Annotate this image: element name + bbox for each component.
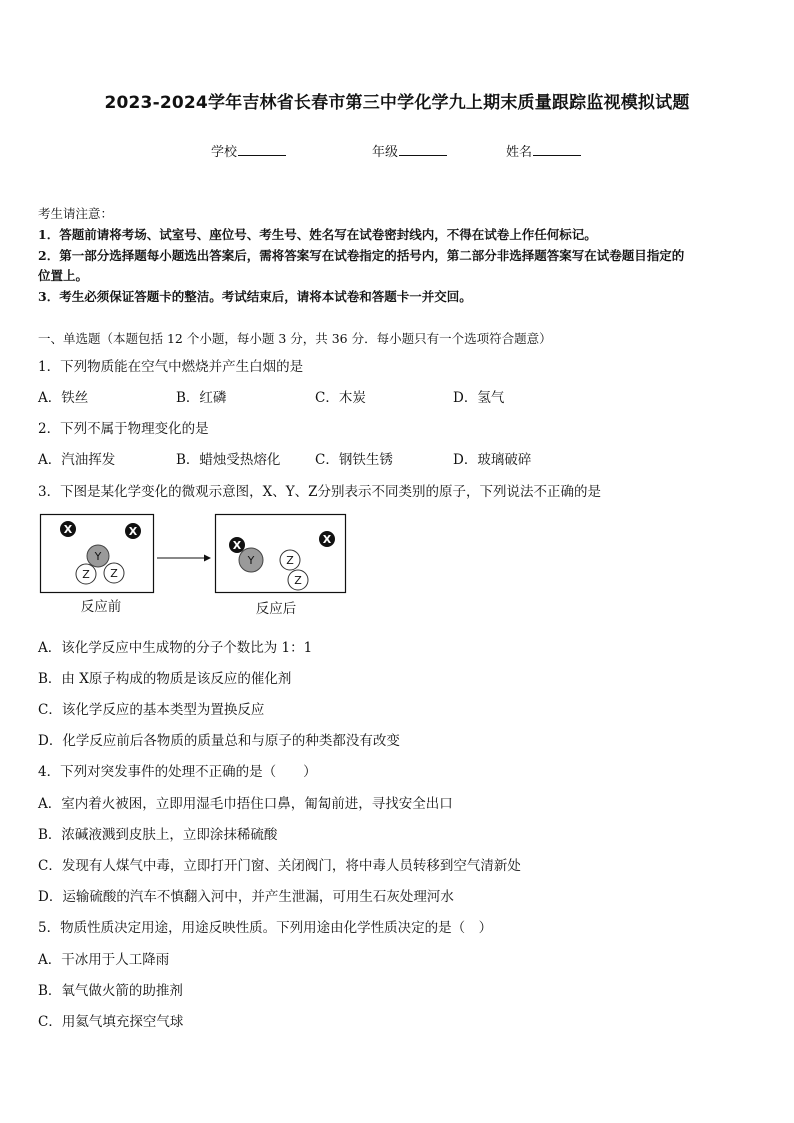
question-3-option-c: C．该化学反应的基本类型为置换反应	[38, 702, 265, 718]
svg-text:X: X	[63, 523, 73, 536]
grade-field	[372, 141, 447, 160]
exam-title: 2023-2024学年吉林省长春市第三中学化学九上期末质量跟踪监视模拟试题	[104, 93, 690, 113]
question-5-option-a: A．干冰用于人工降雨	[38, 952, 170, 968]
after-box	[216, 515, 346, 593]
svg-text:Z: Z	[294, 574, 302, 587]
svg-text:X: X	[232, 539, 242, 552]
question-1-stem: 1．下列物质能在空气中燃烧并产生白烟的是	[38, 359, 304, 375]
svg-text:Y: Y	[94, 550, 102, 563]
question-2-option-b: B．蜡烛受热熔化	[176, 452, 281, 468]
svg-text:Z: Z	[82, 568, 90, 581]
svg-text:X: X	[128, 525, 138, 538]
z-atom	[288, 570, 308, 590]
question-4-option-b: B．浓碱液溅到皮肤上，立即涂抹稀硫酸	[38, 827, 278, 843]
school-blank	[238, 143, 286, 156]
grade-blank	[399, 143, 447, 156]
question-2-option-a: A．汽油挥发	[38, 452, 116, 468]
reaction-diagram	[36, 510, 356, 622]
question-3-option-b: B．由 X原子构成的物质是该反应的催化剂	[38, 671, 292, 687]
question-4-option-d: D．运输硫酸的汽车不慎翻入河中，并产生泄漏，可用生石灰处理河水	[38, 889, 454, 905]
svg-text:Y: Y	[247, 554, 255, 567]
z-atom	[104, 563, 124, 583]
question-4-option-a: A．室内着火被困，立即用湿毛巾捂住口鼻，匍匐前进，寻找安全出口	[38, 796, 453, 812]
question-4-stem: 4．下列对突发事件的处理不正确的是（ ）	[38, 764, 317, 780]
reaction-arrow	[157, 555, 211, 562]
question-2-option-c: C．钢铁生锈	[315, 452, 393, 468]
question-5-stem: 5．物质性质决定用途，用途反映性质。下列用途由化学性质决定的是（ ）	[38, 920, 493, 936]
question-3-option-a: A．该化学反应中生成物的分子个数比为 1：1	[38, 640, 313, 656]
school-field	[211, 141, 286, 160]
question-3-option-d: D．化学反应前后各物质的质量总和与原子的种类都没有改变	[38, 733, 400, 749]
svg-text:Z: Z	[286, 554, 294, 567]
question-2-option-d: D．玻璃破碎	[453, 452, 532, 468]
section-heading: 一、单选题（本题包括 12 个小题，每小题 3 分，共 36 分．每小题只有一个选项符合题意）	[38, 331, 552, 346]
name-field	[506, 141, 581, 160]
x-atom	[229, 537, 245, 553]
question-5-option-c: C．用氦气填充探空气球	[38, 1014, 184, 1030]
svg-text:X: X	[322, 533, 332, 546]
question-5-option-b: B．氧气做火箭的助推剂	[38, 983, 183, 999]
x-atom	[319, 531, 335, 547]
notice-item: 2．第一部分选择题每小题选出答案后，需将答案写在试卷指定的括号内，第二部分非选择题答案写在试卷题目指定的	[38, 248, 685, 263]
z-atom	[76, 564, 96, 584]
question-1-option-c: C．木炭	[315, 390, 366, 406]
question-1-option-a: A．铁丝	[38, 390, 89, 406]
question-3-stem: 3．下图是某化学变化的微观示意图，X、Y、Z分别表示不同类别的原子，下列说法不正确的是	[38, 484, 601, 500]
x-atom	[125, 523, 141, 539]
school-label: 学校	[211, 145, 238, 160]
question-4-option-c: C．发现有人煤气中毒，立即打开门窗、关闭阀门，将中毒人员转移到空气清新处	[38, 858, 521, 874]
name-label: 姓名	[506, 145, 533, 160]
y-atom	[87, 545, 109, 567]
svg-text:Z: Z	[110, 567, 118, 580]
question-1-option-b: B．红磷	[176, 390, 227, 406]
x-atom	[60, 521, 76, 537]
notice-item: 位置上。	[38, 268, 89, 283]
question-1-option-d: D．氢气	[453, 390, 505, 406]
grade-label: 年级	[372, 145, 399, 160]
name-blank	[533, 143, 581, 156]
notice-item: 3．考生必须保证答题卡的整洁。考试结束后，请将本试卷和答题卡一并交回。	[38, 289, 472, 304]
after-label: 反应后	[255, 601, 297, 617]
before-label: 反应前	[80, 599, 122, 615]
question-2-stem: 2．下列不属于物理变化的是	[38, 421, 209, 437]
notice-heading: 考生请注意：	[38, 206, 114, 221]
z-atom	[280, 550, 300, 570]
notice-item: 1．答题前请将考场、试室号、座位号、考生号、姓名写在试卷密封线内，不得在试卷上作任何标记。	[38, 227, 597, 242]
y-atom	[239, 548, 263, 572]
